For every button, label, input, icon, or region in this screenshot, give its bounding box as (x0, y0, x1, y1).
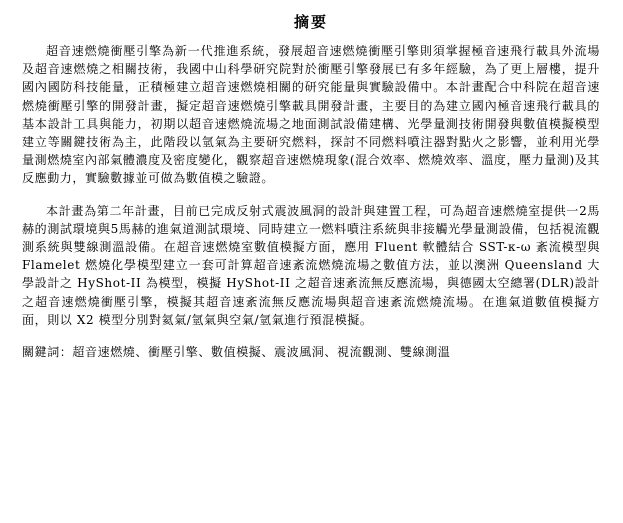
keywords-line (22, 343, 600, 361)
abstract-paragraph-1: 超音速燃燒衝壓引擎為新一代推進系統，發展超音速燃燒衝壓引擎則須掌握極音速飛行載具外流場及超音速燃燒之相關技術，我國中山科學研究院對於衝壓引擎發展已有多年經驗，為了更上層樓，提升國內國防科技能量，正積極建立超音速燃燒相關的研究能量與實驗設備中。本計畫配合中科院在超音速燃燒衝壓引擎的開發計畫，擬定超音速燃燒引擎載具開發計畫，主要目的為建立國內極音速飛行載具的基本設計工具與能力，初期以超音速燃燒流場之地面測試設備建構、光學量測技術開發與數值模擬模型建立等關鍵技術為主，此階段以氫氣為主要研究燃料，探討不同燃料噴注器對點火之影響，並利用光學量測燃燒室內部氣體濃度及密度變化，觀察超音速燃燒現象(混合效率、燃燒效率、溫度，壓力量測)及其反應動力，實驗數據並可做為數值模之驗證。 (22, 44, 600, 186)
abstract-paragraph-2: 本計畫為第二年計畫，目前已完成反射式震波風洞的設計與建置工程，可為超音速燃燒室提供一2馬赫的測試環境與5馬赫的進氣道測試環境、同時建立一燃料噴注系統與非接觸光學量測設備，包括視流觀測系統與雙線測溫設備。在超音速燃燒室數值模擬方面，應用 Fluent 軟體結合 SST-κ-ω 紊流模型與 Flamelet 燃燒化學模型建立一套可計算超音速紊流燃燒流場之數值方法，並以澳洲 Queensland 大學設計之 HyShot-II 為模型，模擬 HyShot-II 之超音速紊流無反應流場，與德國太空總署(DLR)設計之超音速燃燒衝壓引擎，模擬其超音速紊流無反應流場與超音速紊流燃燒流場。在進氣道數值模擬方面，則以 X2 模型分別對氦氣/氫氣與空氣/氫氣進行預混模擬。 (22, 203, 600, 327)
keywords-label: 關鍵詞： (22, 345, 73, 360)
abstract-page (22, 12, 600, 361)
abstract-title: 摘要 (293, 13, 328, 31)
keywords-list: 超音速燃燒、衝壓引擎、數值模擬、震波風洞、視流觀測、雙線測溫 (72, 345, 451, 360)
